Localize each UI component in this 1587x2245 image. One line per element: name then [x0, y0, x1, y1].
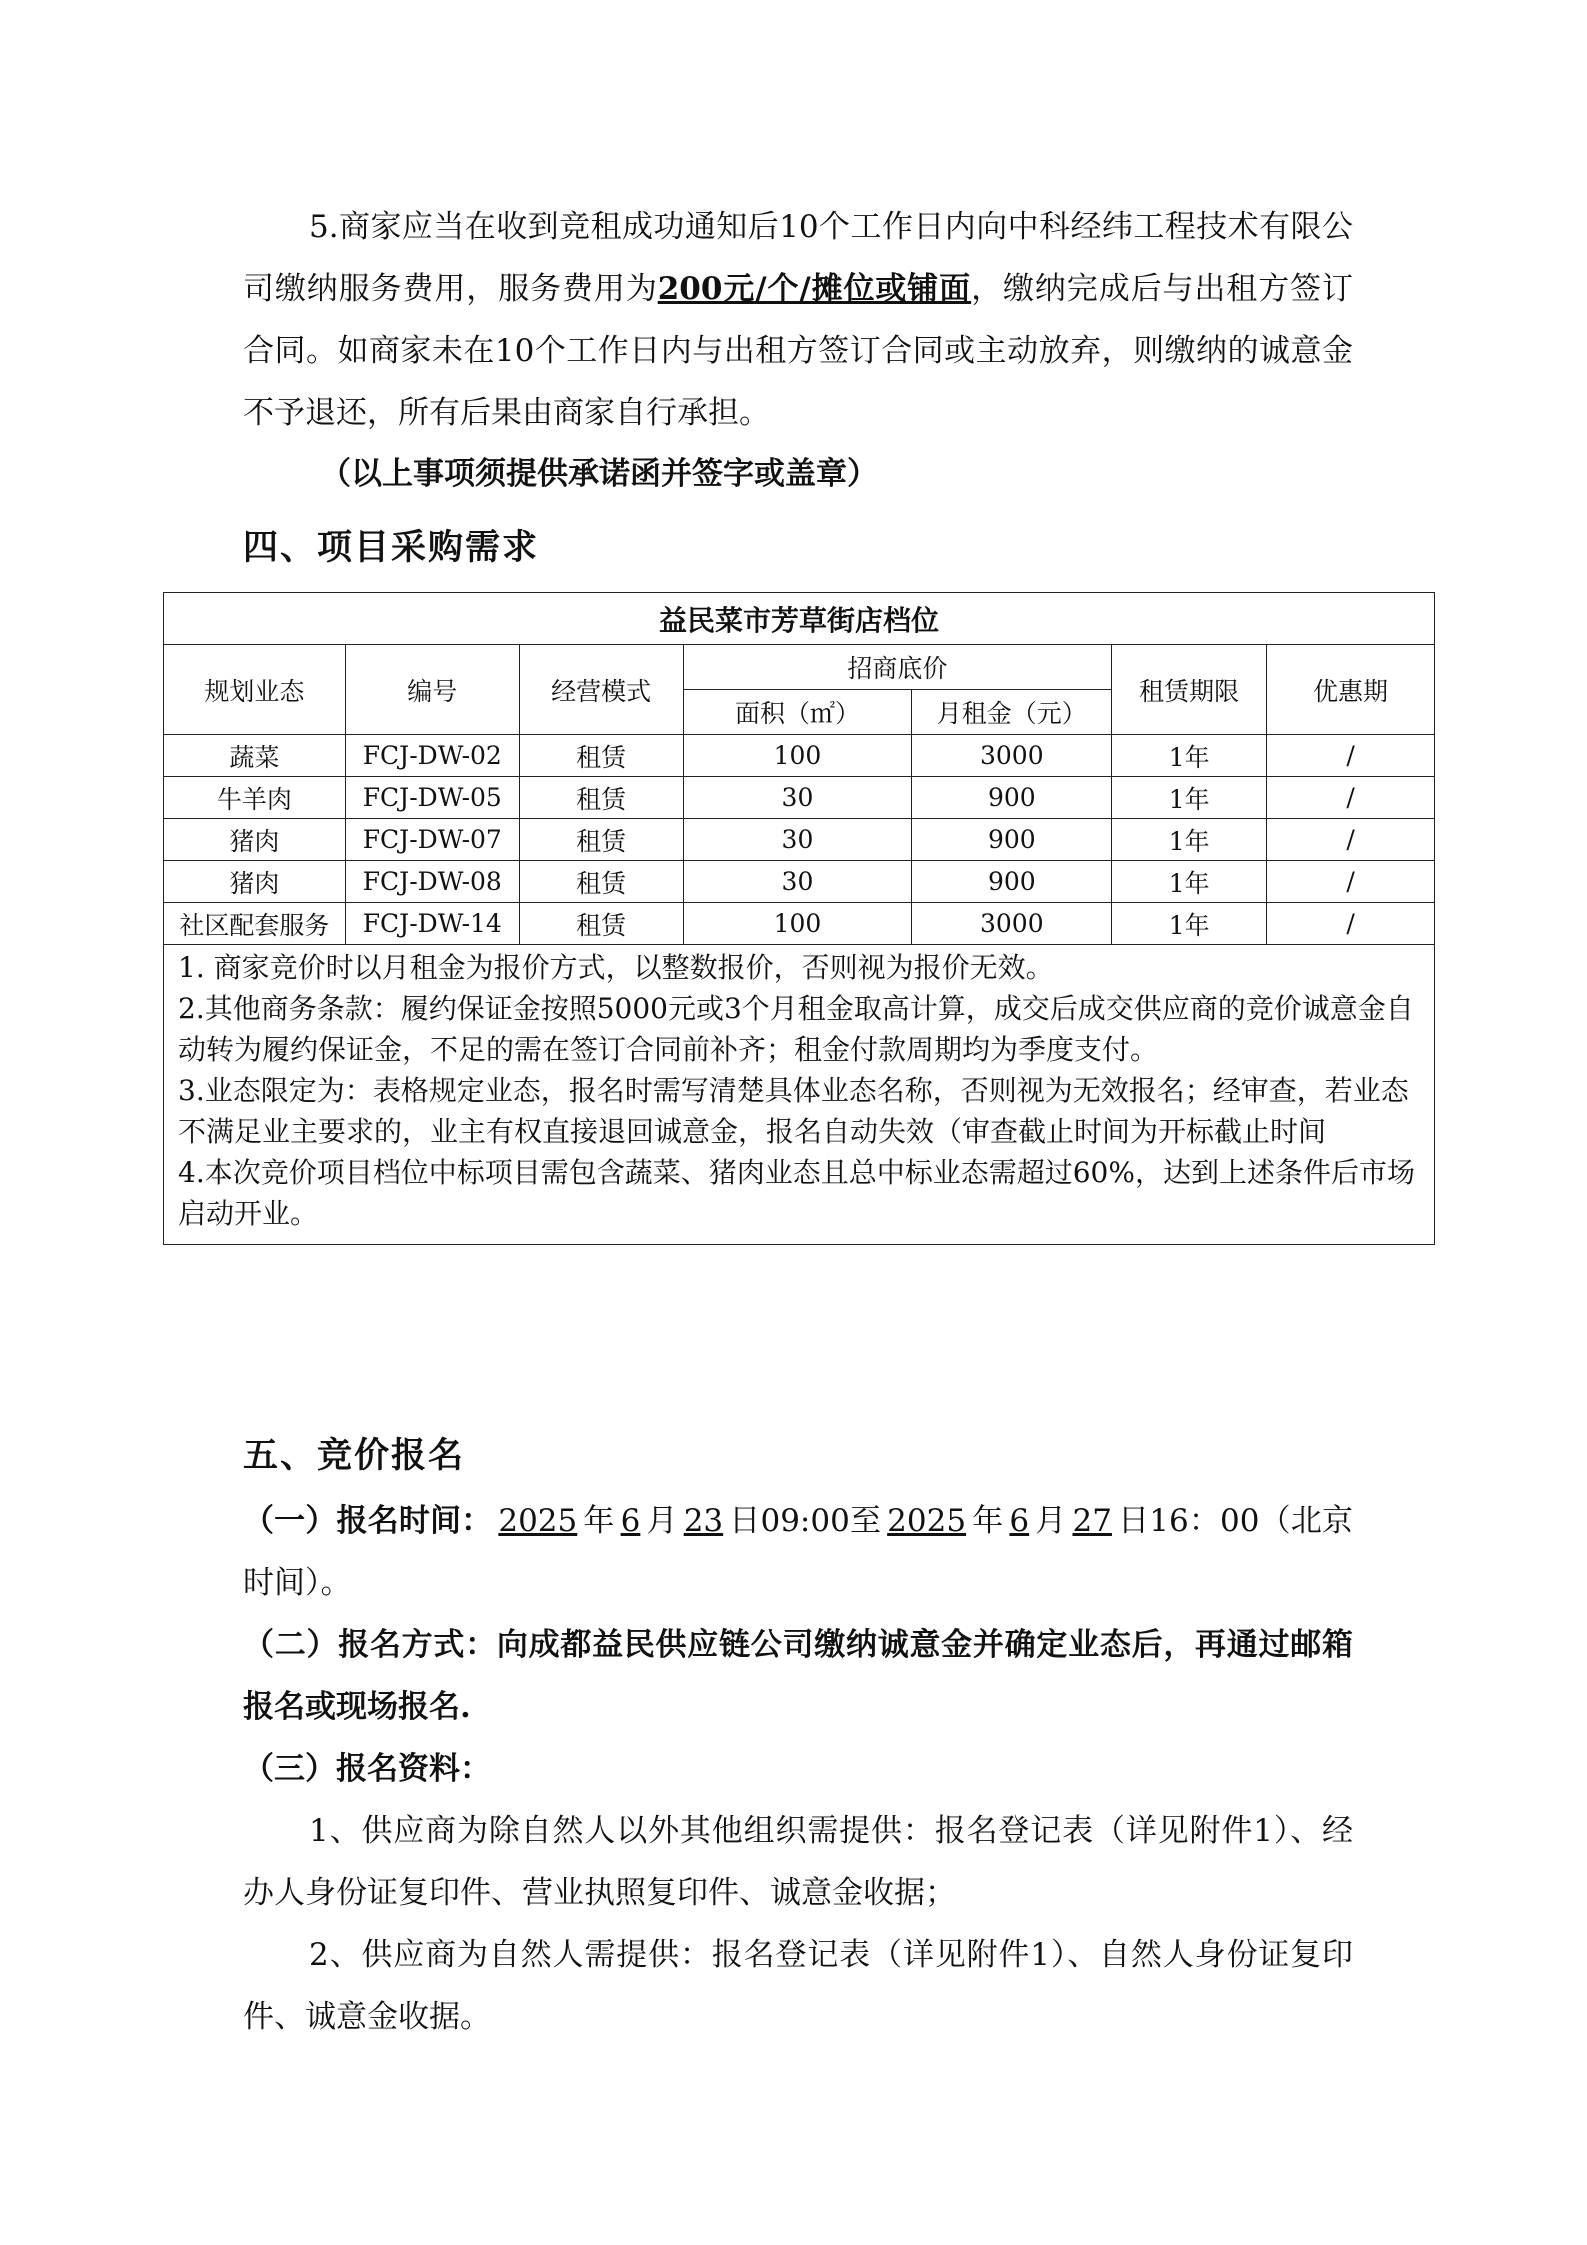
section4-heading: 四、项目采购需求	[243, 527, 540, 568]
month-char: 月	[646, 1503, 678, 1539]
cell-area: 30	[683, 777, 912, 819]
end-month: 6	[1009, 1503, 1030, 1539]
cell-term: 1年	[1112, 861, 1267, 903]
end-time-text: 日16：00（北京时间）。	[243, 1503, 1354, 1601]
cell-term: 1年	[1112, 819, 1267, 861]
header-business-type: 规划业态	[164, 645, 346, 735]
table-row	[164, 903, 1435, 945]
commitment-note: （以上事项须提供承诺函并签字或盖章）	[320, 456, 878, 492]
header-rent: 月租金（元）	[912, 690, 1112, 735]
cell-code: FCJ-DW-08	[345, 861, 519, 903]
cell-rent: 900	[912, 777, 1112, 819]
cell-area: 100	[683, 735, 912, 777]
cell-mode: 租赁	[519, 903, 683, 945]
header-mode: 经营模式	[519, 645, 683, 735]
section5-heading: 五、竞价报名	[243, 1435, 466, 1476]
start-time-text: 日09:00至	[729, 1503, 882, 1539]
cell-area: 30	[683, 819, 912, 861]
end-year: 2025	[887, 1503, 967, 1539]
end-day: 27	[1072, 1503, 1112, 1539]
start-year: 2025	[498, 1503, 578, 1539]
cell-rent: 3000	[912, 735, 1112, 777]
cell-area: 30	[683, 861, 912, 903]
cell-code: FCJ-DW-05	[345, 777, 519, 819]
cell-rent: 3000	[912, 903, 1112, 945]
cell-discount: /	[1267, 777, 1435, 819]
header-lease-term: 租赁期限	[1112, 645, 1267, 735]
cell-discount: /	[1267, 903, 1435, 945]
note-item: 1. 商家竞价时以月租金为报价方式，以整数报价，否则视为报价无效。	[178, 951, 1054, 984]
cell-code: FCJ-DW-02	[345, 735, 519, 777]
registration-time	[243, 1490, 1353, 1614]
table-row	[164, 819, 1435, 861]
cell-discount: /	[1267, 861, 1435, 903]
table-row	[164, 777, 1435, 819]
service-fee-lead: 5.商家应当在收到竞租成功通知后10个工作日内向中科经纬工程技术有限公司缴纳服务费用，服务费用为	[243, 209, 1353, 307]
cell-code: FCJ-DW-07	[345, 819, 519, 861]
start-month: 6	[620, 1503, 641, 1539]
cell-type: 社区配套服务	[164, 903, 346, 945]
cell-type: 牛羊肉	[164, 777, 346, 819]
cell-code: FCJ-DW-14	[345, 903, 519, 945]
start-day: 23	[683, 1503, 724, 1539]
note-item: 2.其他商务条款：履约保证金按照5000元或3个月租金取高计算，成交后成交供应商的竞价诚意金自动转为履约保证金，不足的需在签订合同前补齐；租金付款周期均为季度支付。	[178, 992, 1414, 1066]
cell-term: 1年	[1112, 735, 1267, 777]
materials-item: 2、供应商为自然人需提供：报名登记表（详见附件1）、自然人身份证复印件、诚意金收据。	[243, 1937, 1353, 2035]
year-char: 年	[972, 1503, 1004, 1539]
header-area: 面积（㎡）	[683, 690, 912, 735]
header-discount-period: 优惠期	[1267, 645, 1435, 735]
stall-table	[163, 592, 1435, 1245]
cell-mode: 租赁	[519, 777, 683, 819]
registration-time-label: （一）报名时间：	[243, 1503, 493, 1539]
table-notes	[164, 945, 1435, 1245]
cell-mode: 租赁	[519, 819, 683, 861]
cell-rent: 900	[912, 861, 1112, 903]
header-base-price: 招商底价	[683, 645, 1112, 690]
note-item: 3.业态限定为：表格规定业态，报名时需写清楚具体业态名称，否则视为无效报名；经审查，若业态不满足业主要求的，业主有权直接退回诚意金，报名自动失效（审查截止时间为开标截止时间	[178, 1074, 1409, 1148]
cell-term: 1年	[1112, 903, 1267, 945]
service-fee-tail: ，缴纳完成后与出租方签订合同。如商家未在10个工作日内与出租方签订合同或主动放弃，则缴纳的诚意金不予退还，所有后果由商家自行承担。	[243, 271, 1354, 431]
year-char: 年	[583, 1503, 615, 1539]
registration-method: （二）报名方式：向成都益民供应链公司缴纳诚意金并确定业态后，再通过邮箱报名或现场报名.	[243, 1627, 1353, 1725]
table-title: 益民菜市芳草街店档位	[164, 593, 1435, 645]
note-item: 4.本次竞价项目档位中标项目需包含蔬菜、猪肉业态且总中标业态需超过60%，达到上述条件后市场启动开业。	[178, 1156, 1415, 1230]
cell-rent: 900	[912, 819, 1112, 861]
cell-mode: 租赁	[519, 735, 683, 777]
cell-type: 蔬菜	[164, 735, 346, 777]
cell-term: 1年	[1112, 777, 1267, 819]
cell-mode: 租赁	[519, 861, 683, 903]
materials-label: （三）报名资料：	[243, 1751, 491, 1787]
cell-discount: /	[1267, 819, 1435, 861]
cell-type: 猪肉	[164, 861, 346, 903]
service-fee-paragraph	[243, 196, 1353, 444]
month-char: 月	[1035, 1503, 1067, 1539]
cell-type: 猪肉	[164, 819, 346, 861]
service-fee-amount: 200元/个/摊位或铺面	[657, 271, 972, 307]
table-row	[164, 861, 1435, 903]
materials-item: 1、供应商为除自然人以外其他组织需提供：报名登记表（详见附件1）、经办人身份证复印件、营业执照复印件、诚意金收据；	[243, 1813, 1353, 1911]
cell-area: 100	[683, 903, 912, 945]
cell-discount: /	[1267, 735, 1435, 777]
header-code: 编号	[345, 645, 519, 735]
table-row	[164, 735, 1435, 777]
